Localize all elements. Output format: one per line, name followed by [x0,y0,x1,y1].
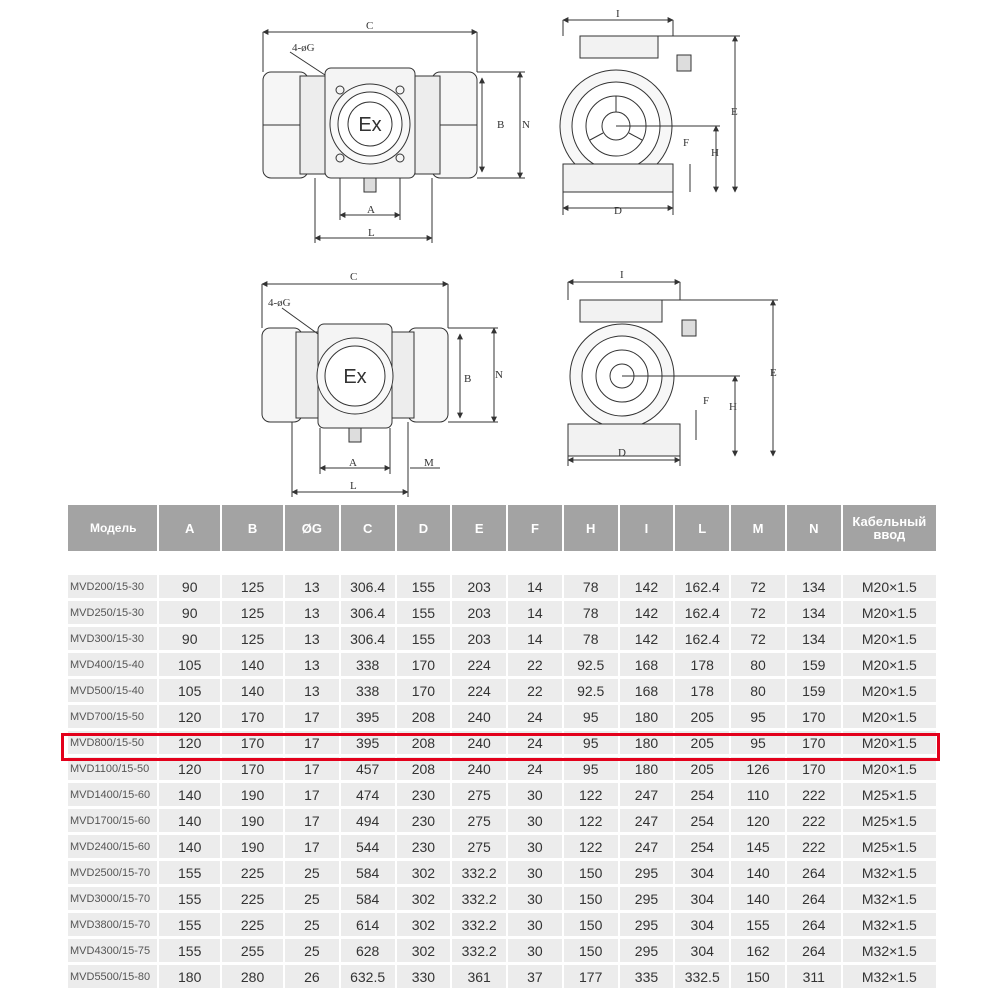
value-cell: 142 [620,601,674,624]
value-cell: 22 [508,679,562,702]
value-cell: 17 [285,783,339,806]
table-row [68,627,936,650]
value-cell: M32×1.5 [843,887,936,910]
value-cell: 14 [508,575,562,598]
value-cell: M32×1.5 [843,939,936,962]
dim-I-bottom: I [620,269,624,281]
value-cell: 120 [159,705,220,728]
value-cell: 24 [508,757,562,780]
model-cell: MVD4300/15-75 [68,939,157,962]
value-cell: 275 [452,835,506,858]
value-cell: 311 [787,965,841,988]
value-cell: 95 [564,705,618,728]
value-cell: 230 [397,835,451,858]
value-cell: 17 [285,809,339,832]
value-cell: 628 [341,939,395,962]
value-cell: M20×1.5 [843,679,936,702]
value-cell: 330 [397,965,451,988]
column-header: L [675,505,729,551]
model-cell: MVD3800/15-70 [68,913,157,936]
value-cell: 304 [675,913,729,936]
value-cell: 134 [787,601,841,624]
dim-L-top: L [368,227,375,239]
dim-C-top: C [366,20,374,32]
value-cell: 30 [508,887,562,910]
value-cell: 254 [675,783,729,806]
model-cell: MVD5500/15-80 [68,965,157,988]
table-row [68,913,936,936]
dim-M-bottom: M [424,457,434,469]
value-cell: 25 [285,861,339,884]
dim-N-bottom: N [495,369,503,381]
value-cell: 120 [159,757,220,780]
value-cell: 295 [620,939,674,962]
column-header: F [508,505,562,551]
value-cell: 142 [620,575,674,598]
dim-C-bottom: C [350,271,358,283]
value-cell: 170 [787,757,841,780]
column-header: C [341,505,395,551]
value-cell: 247 [620,809,674,832]
value-cell: 105 [159,679,220,702]
value-cell: 222 [787,783,841,806]
value-cell: 295 [620,887,674,910]
dim-E-bottom: E [770,367,777,379]
value-cell: 120 [731,809,785,832]
column-header: N [787,505,841,551]
value-cell: 190 [222,783,283,806]
value-cell: 222 [787,835,841,858]
table-header-row [68,505,936,551]
value-cell: M20×1.5 [843,601,936,624]
value-cell: 225 [222,861,283,884]
value-cell: 178 [675,653,729,676]
model-cell: MVD2400/15-60 [68,835,157,858]
table-row [68,601,936,624]
value-cell: 92.5 [564,653,618,676]
value-cell: 140 [159,783,220,806]
value-cell: 332.2 [452,913,506,936]
value-cell: 264 [787,861,841,884]
value-cell: 13 [285,575,339,598]
value-cell: 332.2 [452,939,506,962]
value-cell: 162 [731,939,785,962]
value-cell: 335 [620,965,674,988]
value-cell: 30 [508,913,562,936]
value-cell: 155 [159,861,220,884]
value-cell: 180 [159,965,220,988]
value-cell: 306.4 [341,601,395,624]
value-cell: 295 [620,861,674,884]
value-cell: 208 [397,757,451,780]
value-cell: 72 [731,601,785,624]
value-cell: 205 [675,731,729,754]
value-cell: 162.4 [675,575,729,598]
value-cell: 14 [508,627,562,650]
value-cell: M25×1.5 [843,783,936,806]
value-cell: 17 [285,757,339,780]
value-cell: 140 [731,861,785,884]
dim-D-bottom: D [618,447,626,459]
value-cell: 474 [341,783,395,806]
model-cell: MVD700/15-50 [68,705,157,728]
value-cell: 13 [285,679,339,702]
value-cell: 264 [787,913,841,936]
value-cell: 37 [508,965,562,988]
highlight-frame [61,733,940,761]
value-cell: 190 [222,835,283,858]
column-header: D [397,505,451,551]
front-view-top [263,32,525,243]
value-cell: 180 [620,705,674,728]
value-cell: M20×1.5 [843,757,936,780]
table-row [68,965,936,988]
value-cell: 254 [675,835,729,858]
side-view-bottom [568,282,778,466]
dim-A-top: A [367,204,375,216]
dim-B-bottom: B [464,373,472,385]
value-cell: 170 [222,731,283,754]
table-row [68,705,936,728]
value-cell: 205 [675,705,729,728]
value-cell: 205 [675,757,729,780]
model-cell: MVD800/15-50 [68,731,157,754]
value-cell: 280 [222,965,283,988]
value-cell: 26 [285,965,339,988]
value-cell: 22 [508,653,562,676]
model-cell: MVD1100/15-50 [68,757,157,780]
value-cell: 632.5 [341,965,395,988]
value-cell: 304 [675,887,729,910]
value-cell: 203 [452,627,506,650]
dim-B-top: B [497,119,505,131]
value-cell: 17 [285,731,339,754]
table-row [68,679,936,702]
value-cell: 203 [452,601,506,624]
value-cell: 30 [508,809,562,832]
value-cell: 584 [341,887,395,910]
value-cell: 338 [341,679,395,702]
value-cell: 178 [675,679,729,702]
dim-G-bottom: 4-øG [268,297,291,309]
value-cell: 162.4 [675,627,729,650]
column-header: M [731,505,785,551]
value-cell: 13 [285,601,339,624]
value-cell: 180 [620,757,674,780]
value-cell: 222 [787,809,841,832]
value-cell: 122 [564,783,618,806]
value-cell: 247 [620,835,674,858]
table-row [68,835,936,858]
value-cell: 24 [508,705,562,728]
value-cell: 90 [159,601,220,624]
value-cell: 13 [285,627,339,650]
value-cell: 168 [620,679,674,702]
value-cell: 275 [452,809,506,832]
value-cell: 95 [731,705,785,728]
value-cell: 78 [564,601,618,624]
column-header: ØG [285,505,339,551]
value-cell: 302 [397,861,451,884]
value-cell: 140 [159,809,220,832]
value-cell: 230 [397,809,451,832]
table-body [68,554,936,988]
value-cell: M20×1.5 [843,731,936,754]
value-cell: 224 [452,679,506,702]
table-row [68,861,936,884]
value-cell: 225 [222,913,283,936]
front-view-bottom [262,284,498,497]
dim-E-top: E [731,106,738,118]
value-cell: 90 [159,627,220,650]
value-cell: M32×1.5 [843,965,936,988]
model-cell: MVD1400/15-60 [68,783,157,806]
value-cell: 332.5 [675,965,729,988]
model-cell: MVD200/15-30 [68,575,157,598]
value-cell: 126 [731,757,785,780]
value-cell: M20×1.5 [843,575,936,598]
dim-A-bottom: A [349,457,357,469]
value-cell: 338 [341,653,395,676]
value-cell: 140 [222,653,283,676]
value-cell: 30 [508,939,562,962]
value-cell: 78 [564,627,618,650]
value-cell: 170 [787,731,841,754]
value-cell: 78 [564,575,618,598]
value-cell: 155 [159,887,220,910]
dim-N-top: N [522,119,530,131]
dim-H-top: H [711,147,719,159]
value-cell: 190 [222,809,283,832]
value-cell: 17 [285,835,339,858]
value-cell: 295 [620,913,674,936]
value-cell: 395 [341,731,395,754]
value-cell: 95 [731,731,785,754]
value-cell: 170 [397,679,451,702]
model-cell: MVD400/15-40 [68,653,157,676]
value-cell: 72 [731,575,785,598]
value-cell: 122 [564,809,618,832]
value-cell: M25×1.5 [843,809,936,832]
model-cell: MVD1700/15-60 [68,809,157,832]
dim-F-bottom: F [703,395,710,407]
value-cell: 134 [787,575,841,598]
value-cell: M25×1.5 [843,835,936,858]
value-cell: 240 [452,757,506,780]
value-cell: 30 [508,835,562,858]
value-cell: 584 [341,861,395,884]
value-cell: 150 [731,965,785,988]
value-cell: 306.4 [341,627,395,650]
model-cell: MVD2500/15-70 [68,861,157,884]
value-cell: 180 [620,731,674,754]
value-cell: 13 [285,653,339,676]
value-cell: 25 [285,887,339,910]
value-cell: 140 [159,835,220,858]
value-cell: 155 [731,913,785,936]
model-cell: MVD300/15-30 [68,627,157,650]
value-cell: 170 [787,705,841,728]
value-cell: 170 [222,757,283,780]
table-row [68,887,936,910]
value-cell: 145 [731,835,785,858]
value-cell: 30 [508,861,562,884]
value-cell: 254 [675,809,729,832]
value-cell: 264 [787,887,841,910]
value-cell: 95 [564,731,618,754]
value-cell: 302 [397,887,451,910]
table-row [68,575,936,598]
value-cell: 240 [452,731,506,754]
value-cell: 92.5 [564,679,618,702]
value-cell: 155 [397,627,451,650]
value-cell: 125 [222,575,283,598]
column-header: A [159,505,220,551]
column-header: Кабельный ввод [843,505,936,551]
value-cell: 14 [508,601,562,624]
value-cell: 240 [452,705,506,728]
value-cell: 361 [452,965,506,988]
value-cell: 140 [222,679,283,702]
dim-G-top: 4-øG [292,42,315,54]
column-header: I [620,505,674,551]
value-cell: 208 [397,731,451,754]
value-cell: 155 [397,601,451,624]
value-cell: 304 [675,939,729,962]
value-cell: 120 [159,731,220,754]
value-cell: 275 [452,783,506,806]
value-cell: 142 [620,627,674,650]
value-cell: 255 [222,939,283,962]
column-header: B [222,505,283,551]
value-cell: 72 [731,627,785,650]
value-cell: 177 [564,965,618,988]
value-cell: 25 [285,913,339,936]
table-row [68,809,936,832]
model-cell: MVD500/15-40 [68,679,157,702]
value-cell: M20×1.5 [843,653,936,676]
value-cell: 134 [787,627,841,650]
value-cell: 90 [159,575,220,598]
value-cell: 170 [222,705,283,728]
column-header: E [452,505,506,551]
model-cell: MVD3000/15-70 [68,887,157,910]
value-cell: M32×1.5 [843,861,936,884]
table-row [68,653,936,676]
value-cell: 170 [397,653,451,676]
value-cell: 80 [731,679,785,702]
value-cell: 125 [222,601,283,624]
value-cell: 457 [341,757,395,780]
ex-emblem-top: Ex [358,114,382,136]
value-cell: 302 [397,939,451,962]
value-cell: 155 [159,939,220,962]
value-cell: 140 [731,887,785,910]
value-cell: 155 [397,575,451,598]
value-cell: 24 [508,731,562,754]
value-cell: 150 [564,939,618,962]
value-cell: 332.2 [452,887,506,910]
value-cell: 208 [397,705,451,728]
value-cell: 247 [620,783,674,806]
value-cell: 614 [341,913,395,936]
value-cell: 162.4 [675,601,729,624]
column-header: H [564,505,618,551]
value-cell: M32×1.5 [843,913,936,936]
value-cell: 544 [341,835,395,858]
value-cell: 494 [341,809,395,832]
value-cell: 125 [222,627,283,650]
value-cell: 159 [787,653,841,676]
value-cell: 159 [787,679,841,702]
table-row [68,939,936,962]
dim-H-bottom: H [729,401,737,413]
value-cell: 203 [452,575,506,598]
value-cell: 302 [397,913,451,936]
ex-emblem-bottom: Ex [343,366,367,388]
table-row [68,783,936,806]
value-cell: 332.2 [452,861,506,884]
value-cell: 168 [620,653,674,676]
dim-I-top: I [616,8,620,20]
value-cell: 264 [787,939,841,962]
value-cell: 395 [341,705,395,728]
value-cell: 95 [564,757,618,780]
dim-L-bottom: L [350,480,357,492]
value-cell: 150 [564,913,618,936]
value-cell: 25 [285,939,339,962]
value-cell: 17 [285,705,339,728]
value-cell: 105 [159,653,220,676]
value-cell: 110 [731,783,785,806]
value-cell: 150 [564,887,618,910]
value-cell: M20×1.5 [843,705,936,728]
column-header: Модель [68,505,157,551]
value-cell: 225 [222,887,283,910]
value-cell: 230 [397,783,451,806]
dim-F-top: F [683,137,690,149]
value-cell: 150 [564,861,618,884]
dim-D-top: D [614,205,622,217]
value-cell: 304 [675,861,729,884]
side-view-top [560,20,740,215]
value-cell: 122 [564,835,618,858]
value-cell: 155 [159,913,220,936]
value-cell: 80 [731,653,785,676]
value-cell: 224 [452,653,506,676]
value-cell: 30 [508,783,562,806]
model-cell: MVD250/15-30 [68,601,157,624]
value-cell: 306.4 [341,575,395,598]
value-cell: M20×1.5 [843,627,936,650]
